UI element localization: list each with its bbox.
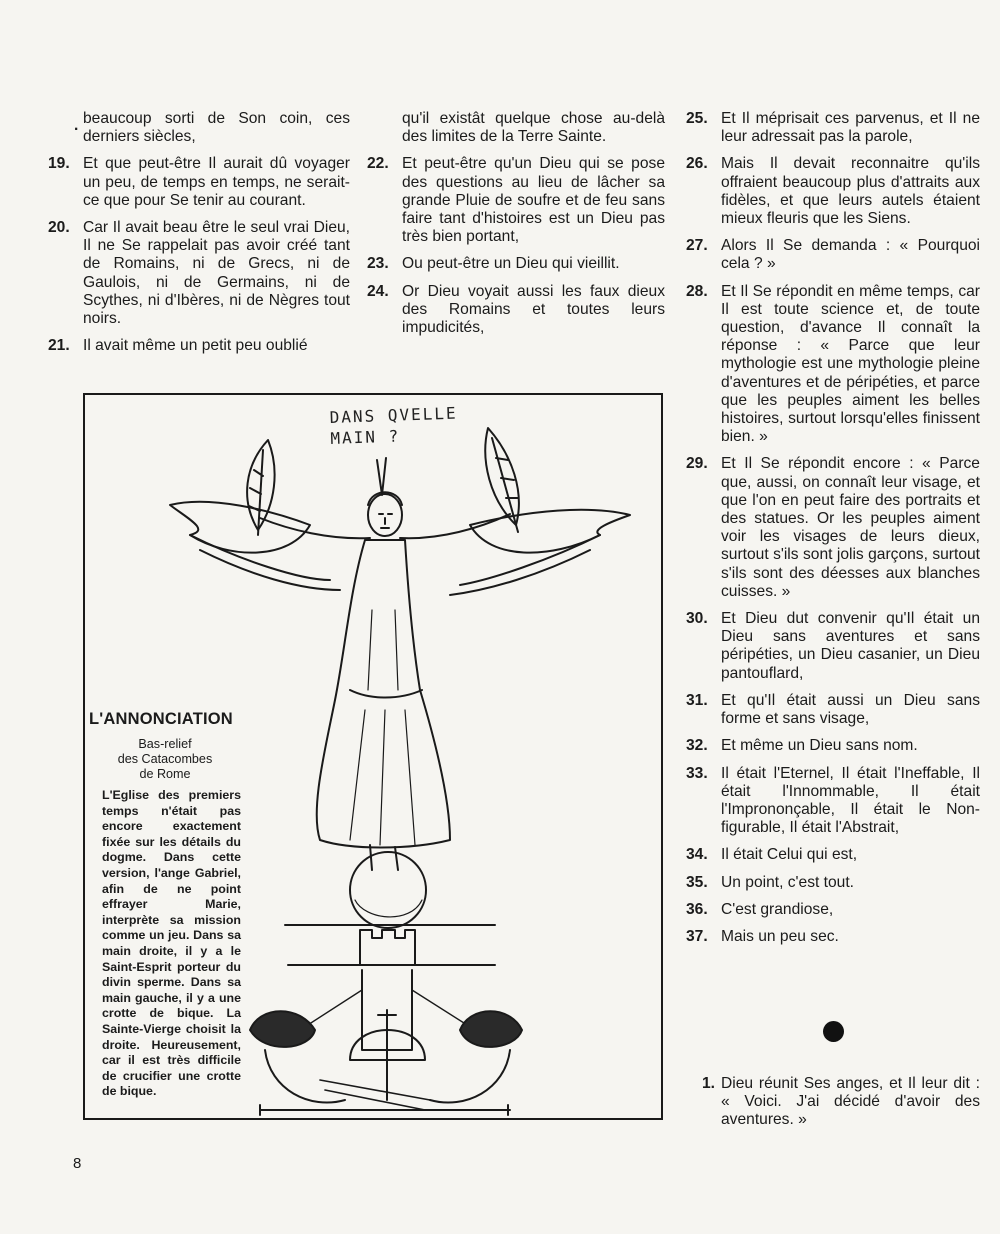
verse-36: 36. C'est grandiose, xyxy=(686,900,834,918)
verse-23: 23. Ou peut-être un Dieu qui vieillit. xyxy=(367,255,620,273)
basket-right xyxy=(430,1050,510,1103)
speech-pointer xyxy=(377,458,386,495)
verse-32: 32. Et même un Dieu sans nom. xyxy=(686,737,918,755)
verse-26: 26. Mais Il devait reconnaitre qu'ils offraient beaucoup plus d'attraits aux fidèles, et que leurs autels étaient mieux fleuris que les Siens. xyxy=(686,155,980,228)
verse-21: 21. Il avait même un petit peu oublié xyxy=(48,337,308,355)
illustration-caption xyxy=(89,710,241,1100)
caption-body: L'Eglise des premiers temps n'était pas encore exactement fixée sur les détails du dogme. Dans cette version, l'ange Gabriel, afin de ne point effrayer Marie, interprète sa mission comme un jeu. Dans sa main droite, il y a le Saint-Esprit porteur du divin sperme. Dans sa main gauche, il y a une crotte de bique. La Sainte-Vierge choisit la droite. Heureusement, car il est très difficile de crucifier une crotte de bique. xyxy=(102,788,241,1099)
page-number: 8 xyxy=(73,1155,82,1172)
verse-28: 28. Et Il Se répondit en même temps, car Il est toute science et, de toute question, d'avance Il connaît la réponse : « Parce que leur mythologie est une mythologie pleine d'aventures et de péripéties, et parce que les peuples aiment les belles histoires, surtout lorsqu'elles finissent bien. » xyxy=(686,282,980,446)
verse-20: 20. Car Il avait beau être le seul vrai Dieu, Il ne Se rappelait pas avoir créé tant de Romains, ni de Grecs, ni de Gaulois, ni de Germains, ni de Scythes, ni d'Ibères, ni de Nègres tout noirs. xyxy=(48,219,350,328)
column-right xyxy=(686,110,980,955)
verse-continuation: qu'il existât quelque chose au-delà des limites de la Terre Sainte. xyxy=(402,110,665,146)
verse-27: 27. Alors Il Se demanda : « Pourquoi cela ? » xyxy=(686,237,980,273)
verse-33: 33. Il était l'Eternel, Il était l'Ineffable, Il était l'Innommable, Il était l'Imprononçable, Il était le Non-figurable, Il était l'Abstrait, xyxy=(686,764,980,837)
verse-31: 31. Et qu'Il était aussi un Dieu sans forme et sans visage, xyxy=(686,691,980,728)
verse-37: 37. Mais un peu sec. xyxy=(686,927,839,945)
angel-arm-left xyxy=(260,518,370,538)
verse-30: 30. Et Dieu dut convenir qu'Il était un Dieu sans aventures et sans péripéties, un Dieu casanier, un Dieu pantouflard, xyxy=(686,610,980,682)
angel-head xyxy=(368,494,402,536)
verse-24: 24. Or Dieu voyait aussi les faux dieux des Romains et toutes leurs impudicités, xyxy=(367,282,665,337)
wing-right xyxy=(470,510,630,553)
verse-34: 34. Il était Celui qui est, xyxy=(686,846,858,864)
verse-29: 29. Et Il Se répondit encore : « Parce que, aussi, on connaît leur visage, et que l'on en peut faire des portraits et des statues. Or les peuples aiment voir les visages de leurs dieux, surtout s'ils sont jolis garçons, surtout s'ils sont des déesses aux blanches cuisses. » xyxy=(686,455,980,600)
verse-22: 22. Et peut-être qu'un Dieu qui se pose des questions au lieu de lâcher sa grande Pluie de soufre et de feu sans faire tant d'histoires est un Dieu pas très bien portant, xyxy=(367,155,665,246)
new-section xyxy=(686,1075,980,1139)
verse-25: 25. Et Il méprisait ces parvenus, et Il ne leur adressait pas la parole, xyxy=(686,110,980,146)
basket-left xyxy=(265,1050,345,1103)
stray-dot: . xyxy=(74,117,79,134)
verse-19: 19. Et que peut-être Il aurait dû voyager un peu, de temps en temps, ne serait-ce que pour Se tenir au courant. xyxy=(48,155,350,209)
scroll-tube xyxy=(320,1080,430,1110)
verse-35: 35. Un point, c'est tout. xyxy=(686,873,854,891)
column-left xyxy=(48,110,350,364)
speech-bubble-handwritten: DANS QVELLE MAIN ? xyxy=(329,403,458,448)
angel-robe xyxy=(317,540,450,848)
caption-subtitle: Bas-relief des Catacombes de Rome xyxy=(117,737,213,781)
angel-arm-right xyxy=(400,514,510,538)
verse-continuation: . beaucoup sorti de Son coin, ces derniers siècles, xyxy=(74,110,350,146)
caption-title: L'ANNONCIATION xyxy=(89,710,233,728)
tower-crenellation xyxy=(360,930,415,965)
column-middle xyxy=(367,110,665,346)
verse-1: 1. Dieu réunit Ses anges, et Il leur dit : « Voici. J'ai décidé d'avoir des aventures. » xyxy=(701,1075,980,1129)
section-separator-bullet-icon xyxy=(823,1021,844,1042)
